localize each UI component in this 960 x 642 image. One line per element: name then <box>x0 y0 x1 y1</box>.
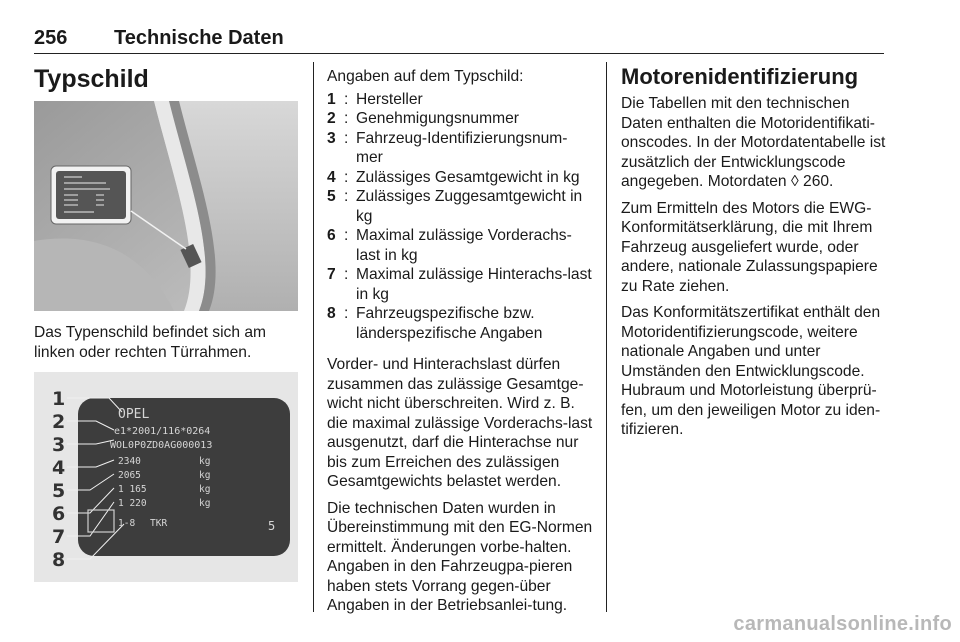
technical-data-paragraph: Die technischen Daten wurden in Übereinstimmung mit den EG-Normen ermittelt. Änderungen vorbe-halten. Angaben in den Fahrzeugpa-pieren haben stets Vorrang gegen-über Angaben in der Betriebsanlei-tung. <box>327 499 593 614</box>
list-intro: Angaben auf dem Typschild: <box>327 68 524 85</box>
list-item: 5 : Zulässiges Zuggesamtgewicht in kg <box>327 188 583 225</box>
middle-column <box>327 67 593 623</box>
callout-3: 3 <box>52 434 66 456</box>
page-header <box>34 27 284 50</box>
plate-unit-2: kg <box>199 470 211 481</box>
column-divider-2 <box>606 62 607 612</box>
plate-unit-4: kg <box>199 498 211 509</box>
callout-1: 1 <box>52 388 66 410</box>
left-caption <box>34 323 304 369</box>
callout-7: 7 <box>52 526 66 548</box>
callout-5: 5 <box>52 480 66 502</box>
cross-reference-arrow-icon: ◊ <box>790 173 799 190</box>
plate-bottom-right: 5 <box>268 519 276 533</box>
caption-text: Das Typenschild befindet sich am linken oder rechten Türrahmen. <box>34 324 267 361</box>
plate-bottom-mid: TKR <box>150 518 168 529</box>
plate-legend-list <box>327 90 593 344</box>
conformity-declaration-paragraph: Zum Ermitteln des Motors die EWG-Konformitätserklärung, die mit Ihrem Fahrzeug ausgeliefert wurde, oder andere, nationale Zulassungspapiere zu Rate ziehen. <box>621 199 878 295</box>
list-item: 2 : Genehmigungsnummer <box>327 110 519 127</box>
axle-load-paragraph: Vorder- und Hinterachslast dürfen zusammen das zulässige Gesamtge-wicht nicht überschreiten. Wird z. B. die maximal zulässige Vorderachs-last ausgenutzt, darf die Hinterachse nur bis zum Erreichen des zulässigen Gesamtgewichts belastet werden. <box>327 356 593 490</box>
type-plate-diagram <box>34 372 298 582</box>
plate-weight-1: 2340 <box>118 456 141 467</box>
callout-4: 4 <box>52 457 66 479</box>
page-reference-link[interactable]: 260. <box>803 173 834 190</box>
page-title: Technische Daten <box>114 27 284 49</box>
plate-weight-4: 1 220 <box>118 498 147 509</box>
left-column <box>34 64 304 94</box>
section-heading-motorenidentifizierung: Motorenidentifizierung <box>621 64 859 89</box>
plate-unit-3: kg <box>199 484 211 495</box>
header-divider <box>34 53 884 54</box>
engine-tables-paragraph: Die Tabellen mit den technischen Daten enthalten die Motoridentifikati-onscodes. In der Motordatentabelle ist zusätzlich der Entwicklungscode angegeben. Motordaten ◊ 260. <box>621 95 886 190</box>
conformity-certificate-paragraph: Das Konformitätszertifikat enthält den Motoridentifizierungscode, weitere nationale Angaben und unter Umständen den Entwicklungscode. Hubraum und Motorleistung überprü-fen, um den jeweiligen Motor zu iden-tifizieren. <box>621 304 881 438</box>
list-item: 3 : Fahrzeug-Identifizierungsnum-mer <box>327 129 568 166</box>
plate-vin: WOL0P0ZD0AG000013 <box>110 440 213 451</box>
callout-2: 2 <box>52 411 66 433</box>
list-item: 4 : Zulässiges Gesamtgewicht in kg <box>327 168 580 186</box>
plate-approval: e1*2001/116*0264 <box>114 426 211 437</box>
plate-unit-1: kg <box>199 456 211 467</box>
list-item: 7 : Maximal zulässige Hinterachs-last in kg <box>327 266 592 303</box>
list-item: 1 : Hersteller <box>327 90 423 108</box>
plate-brand: OPEL <box>118 407 150 422</box>
section-heading-typschild: Typschild <box>34 65 149 93</box>
column-divider-1 <box>313 62 314 612</box>
list-item: 6 : Maximal zulässige Vorderachs-last in kg <box>327 227 572 264</box>
watermark: carmanualsonline.info <box>733 613 952 635</box>
right-column <box>621 64 887 447</box>
plate-weight-3: 1 165 <box>118 484 147 495</box>
callout-8: 8 <box>52 549 66 571</box>
plate-bottom-left: 1-8 <box>118 518 136 529</box>
list-item: 8 : Fahrzeugspezifische bzw. länderspezifische Angaben <box>327 305 543 342</box>
page-number: 256 <box>34 27 68 49</box>
plate-weight-2: 2065 <box>118 470 141 481</box>
door-frame-photo <box>34 101 298 311</box>
callout-6: 6 <box>52 503 66 525</box>
